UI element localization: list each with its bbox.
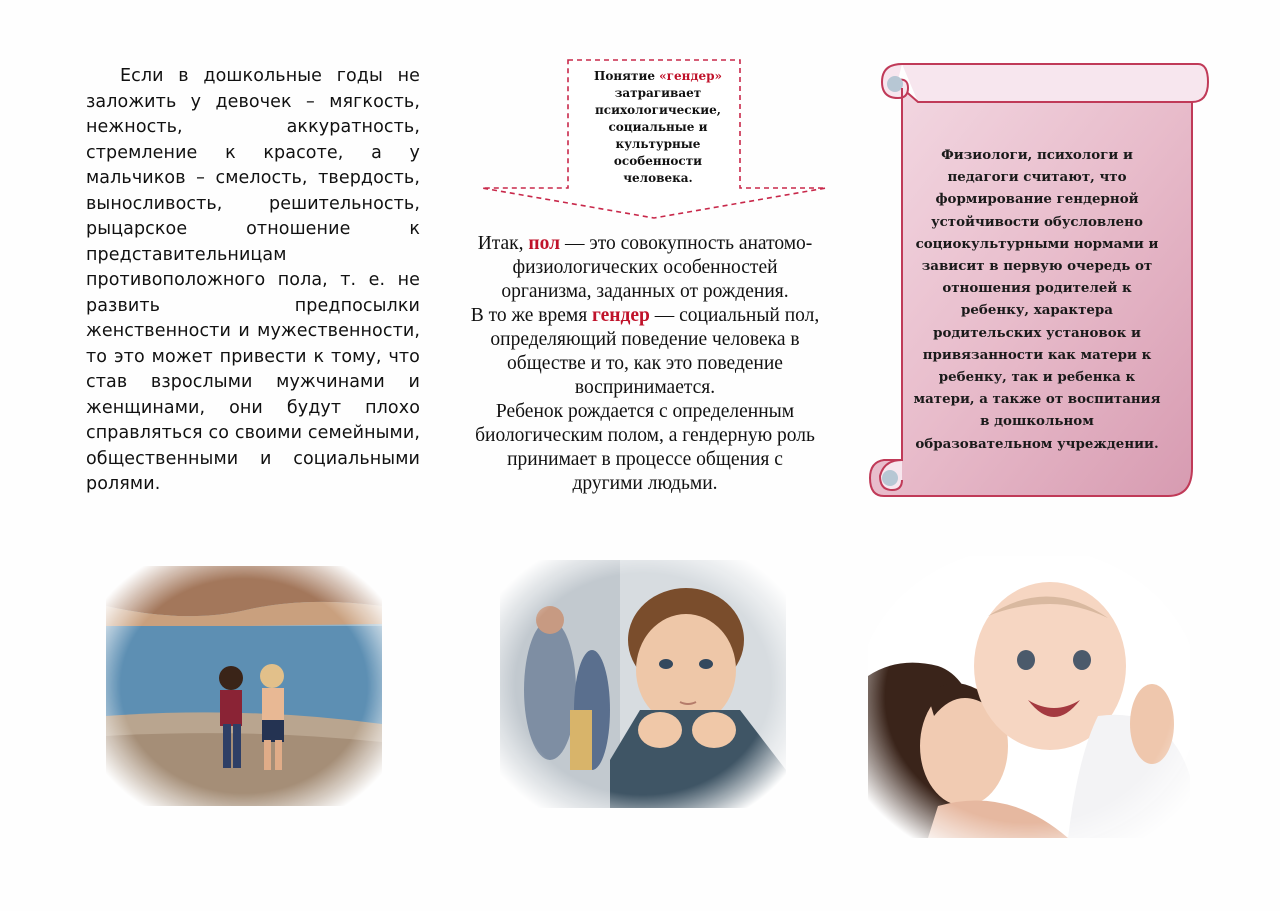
callout-body: затрагивает психологические, социальные и культурные особенности человека.: [595, 86, 721, 185]
gender-callout: [478, 56, 830, 220]
gender-definition: В то же время гендер — социальный пол, определяющий поведение человека в обществе и то, как это поведение воспринимается.: [470, 305, 820, 398]
callout-term: «гендер»: [659, 69, 722, 83]
left-paragraph: Если в дошкольные годы не заложить у девочек – мягкость, нежность, аккуратность, стремление к красоте, а у мальчиков – смелость, твердость, выносливость, решительность, рыцарское отношение к представительницам противоположного пола, т. е. не развить предпосылки женственности и мужественности, то это может привести к тому, что став взрослыми мужчинами и женщинами, они будут плохо справляться со своими семейными, общественными и социальными ролями.: [86, 66, 420, 494]
callout-text: [578, 68, 738, 187]
child-role-text: Ребенок рождается с определенным биологическим полом, а гендерную роль принимает в процессе общения с другими людьми.: [475, 401, 815, 494]
scroll-text: Физиологи, психологи и педагоги считают, что формирование гендерной устойчивости обусловлено социокультурными нормами и зависит в первую очередь от отношения родителей к ребенку, характера родительских установок и привязанности как матери к ребенку, так и ребенка к матери, а также от воспитания в дошкольном образовательном учреждении.: [913, 147, 1161, 452]
callout-prefix: Понятие: [594, 69, 660, 83]
term-pol: пол: [528, 233, 561, 254]
pink-scroll: [862, 58, 1210, 506]
photo-mother-baby: [868, 556, 1190, 838]
middle-text: [470, 232, 820, 496]
photo-thoughtful-boy: [500, 560, 786, 808]
term-gender: гендер: [592, 305, 650, 326]
photo-children-beach: [106, 566, 382, 806]
sex-definition: Итак, пол — это совокупность анатомо-физиологических особенностей организма, заданных от рождения.: [477, 233, 813, 302]
